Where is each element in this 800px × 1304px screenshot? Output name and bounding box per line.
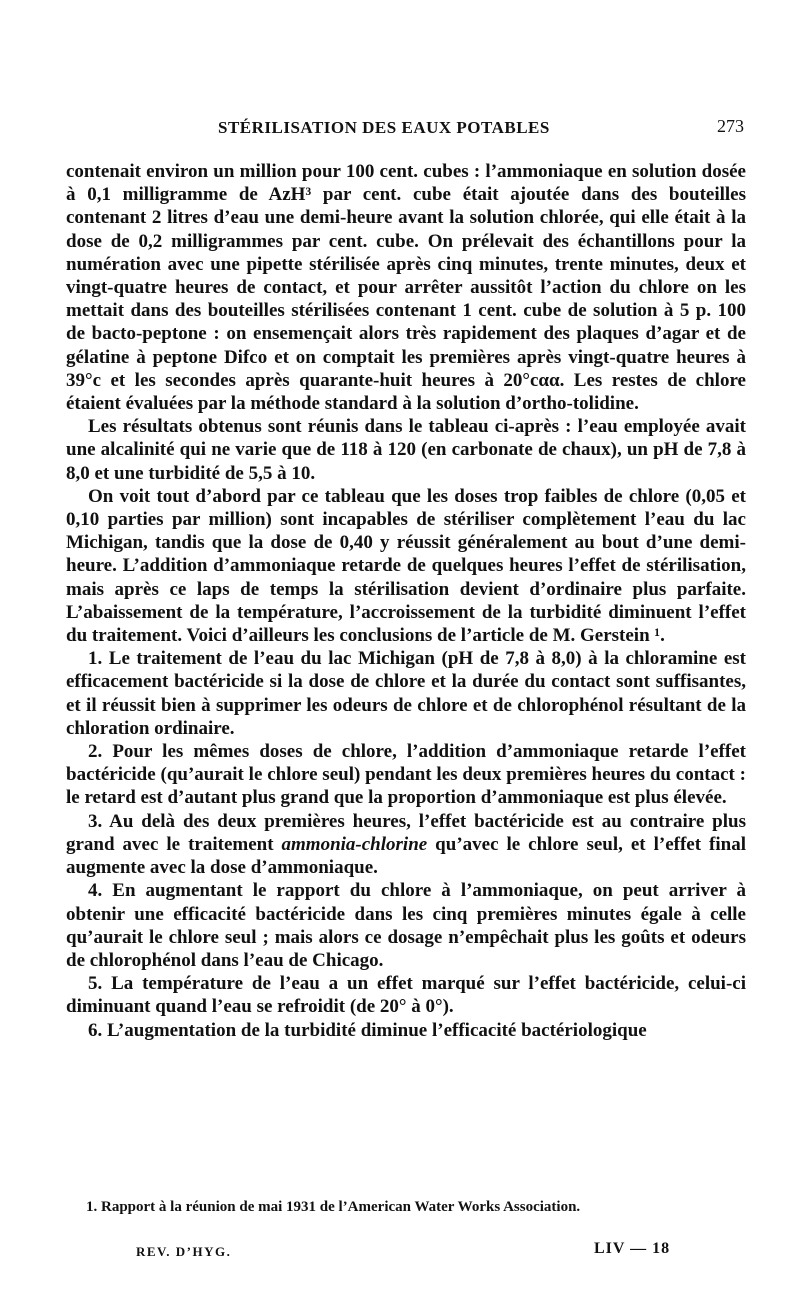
signature-line bbox=[0, 1240, 800, 1264]
conclusion-3-text-start: 3. Au delà des deux premières heures, l’effet bactéricide est au contraire plus grand avec le traitement bbox=[66, 810, 746, 855]
paragraph-continuation: contenait environ un million pour 100 cent. cubes : l’ammoniaque en solution dosée à 0,1 milligramme de AzH³ par cent. cube était ajoutée dans des bouteilles contenant 2 litres d’eau une demi-heure avant la solution chlorée, qui elle était à la dose de 0,2 milligrammes par cent. cube. On prélevait des échantillons pour la numération avec une pipette stérilisée après cinq minutes, trente minutes, deux et vingt-quatre heures de contact, et pour arrêter aussitôt l’action du chlore on les mettait dans des bouteilles stérilisées contenant 1 cent. cube de solution à 5 p. 100 de bacto-peptone : on ensemençait alors très rapidement des plaques d’agar et de gélatine à peptone Difco et on comptait les premières après vingt-quatre heures à 39°c et les secondes après quarante-huit heures à 20°cαα. Les restes de chlore étaient évaluées par la méthode standard à la solution d’ortho-tolidine. bbox=[66, 161, 746, 415]
conclusion-1: 1. Le traitement de l’eau du lac Michigan (pH de 7,8 à 8,0) à la chloramine est efficacement bactéricide si la dose de chlore et la durée du contact sont suffisantes, et il réussit bien à supprimer les odeurs de chlore et de chlorophénol résultant de la chloration ordinaire. bbox=[66, 648, 746, 739]
signature-volume: LIV — 18 bbox=[594, 1240, 671, 1257]
conclusion-4: 4. En augmentant le rapport du chlore à l’ammoniaque, on peut arriver à obtenir une efficacité bactéricide dans les cinq premières minutes égale à celle qu’aurait le chlore seul ; mais alors ce dosage n’empêchait plus les goûts et odeurs de chlorophénol dans l’eau de Chicago. bbox=[66, 880, 746, 971]
signature-journal: REV. D’HYG. bbox=[136, 1244, 232, 1259]
conclusion-3-text-end: qu’avec le chlore seul, et l’effet final augmente avec la dose d’ammoniaque. bbox=[66, 833, 746, 879]
conclusion-3 bbox=[66, 810, 746, 880]
page-number: 273 bbox=[717, 116, 744, 136]
running-head bbox=[68, 112, 744, 142]
conclusion-2: 2. Pour les mêmes doses de chlore, l’addition d’ammoniaque retarde l’effet bactéricide (qu’aurait le chlore seul) pendant les deux premières heures du contact : le retard est d’autant plus grand que la proportion d’ammoniaque est plus élevée. bbox=[66, 741, 746, 809]
paragraph-results: Les résultats obtenus sont réunis dans le tableau ci-après : l’eau employée avait une alcalinité qui ne varie que de 118 à 120 (en carbonate de chaux), un pH de 7,8 à 8,0 et une turbidité de 5,5 à 10. bbox=[66, 416, 746, 484]
conclusion-5: 5. La température de l’eau a un effet marqué sur l’effet bactéricide, celui-ci diminuant quand l’eau se refroidit (de 20° à 0°). bbox=[66, 973, 746, 1018]
body-text bbox=[66, 160, 746, 1042]
conclusion-3-italic-term: ammonia-chlorine bbox=[281, 833, 428, 855]
running-title: STÉRILISATION DES EAUX POTABLES bbox=[218, 118, 550, 137]
footnote: 1. Rapport à la réunion de mai 1931 de l’American Water Works Association. bbox=[86, 1199, 581, 1215]
conclusion-6: 6. L’augmentation de la turbidité diminue l’efficacité bactériologique bbox=[88, 1019, 647, 1041]
paragraph-observations: On voit tout d’abord par ce tableau que les doses trop faibles de chlore (0,05 et 0,10 parties par million) sont incapables de stériliser complètement l’eau du lac Michigan, tandis que la dose de 0,40 y réussit généralement au bout d’une demi-heure. L’addition d’ammoniaque retarde de quelques heures l’effet de stérilisation, mais après ce laps de temps la stérilisation devient d’ordinaire plus parfaite. L’abaissement de la température, l’accroissement de la turbidité diminuent l’effet du traitement. Voici d’ailleurs les conclusions de l’article de M. Gerstein ¹. bbox=[66, 485, 746, 647]
